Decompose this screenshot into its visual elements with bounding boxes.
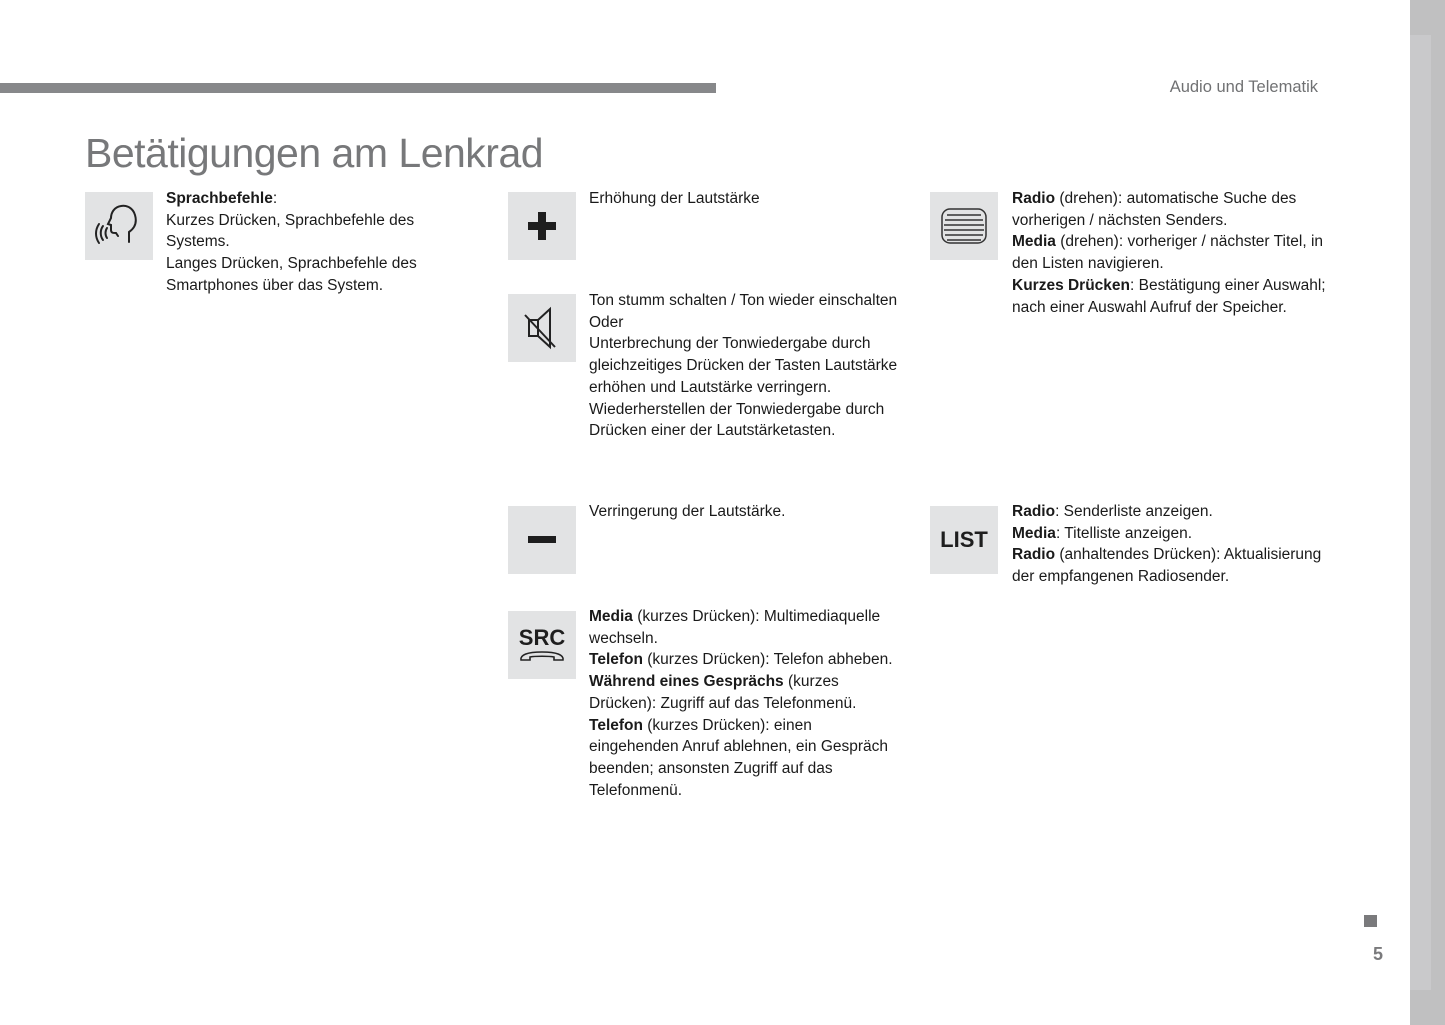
paragraph xyxy=(589,312,899,334)
paragraph xyxy=(1012,544,1327,587)
src-description xyxy=(589,606,899,801)
src-phone-icon xyxy=(508,611,576,679)
list-description xyxy=(1012,501,1327,588)
bold-term: Kurzes Drücken xyxy=(1012,276,1131,294)
list-label: LIST xyxy=(940,527,988,552)
minus-icon xyxy=(508,506,576,574)
paragraph xyxy=(589,606,899,649)
text: Wiederherstellen der Tonwiedergabe durch Drücken einer der Lautstärketasten. xyxy=(589,400,885,440)
voice-command-icon xyxy=(85,192,153,260)
bold-term: Telefon xyxy=(589,716,643,734)
paragraph xyxy=(589,333,899,398)
text: Unterbrechung der Tonwiedergabe durch gleichzeitiges Drücken der Tasten Lautstärke erhöhen und Lautstärke verringern. xyxy=(589,335,898,396)
paragraph xyxy=(589,501,899,523)
page-marker xyxy=(1364,915,1377,927)
paragraph xyxy=(589,671,899,714)
voice-command-description xyxy=(166,188,441,297)
text: (kurzes Drücken): Telefon abheben. xyxy=(642,651,893,669)
text: Kurzes Drücken, Sprachbefehle des Systems. xyxy=(166,211,415,251)
text: Oder xyxy=(589,313,624,331)
list-button-icon xyxy=(930,506,998,574)
src-label: SRC xyxy=(518,625,566,650)
volume-up-description xyxy=(589,188,899,210)
mute-icon xyxy=(508,294,576,362)
paragraph xyxy=(589,399,899,442)
text: : xyxy=(272,190,278,207)
text: (kurzes Drücken): Multimediaquelle wechseln. xyxy=(589,608,881,647)
paragraph xyxy=(589,290,899,312)
text: Verringerung der Lautstärke. xyxy=(589,503,786,520)
bold-term: Media xyxy=(1012,524,1056,542)
text: : Senderliste anzeigen. xyxy=(1055,503,1213,520)
plus-icon xyxy=(508,192,576,260)
bold-term: Telefon xyxy=(589,651,643,669)
text: (drehen): vorheriger / nächster Titel, in den Listen navigieren. xyxy=(1012,233,1324,273)
text: Ton stumm schalten / Ton wieder einschalten xyxy=(589,292,898,309)
text: Langes Drücken, Sprachbefehle des Smartphones über das System. xyxy=(166,255,417,294)
paragraph xyxy=(589,715,899,802)
paragraph xyxy=(166,253,441,296)
paragraph xyxy=(1012,523,1327,545)
section-title: Audio und Telematik xyxy=(1169,78,1318,96)
bold-term: Sprachbefehle xyxy=(166,190,273,207)
page-title: Betätigungen am Lenkrad xyxy=(85,130,544,176)
bold-term: Radio xyxy=(1012,190,1056,207)
header-bar xyxy=(0,83,716,93)
mute-description xyxy=(589,290,899,442)
phone-icon xyxy=(519,649,565,663)
paragraph xyxy=(1012,188,1327,231)
paragraph xyxy=(166,188,441,210)
thumbwheel-icon xyxy=(930,192,998,260)
text: Erhöhung der Lautstärke xyxy=(589,190,760,207)
bold-term: Media xyxy=(589,608,633,625)
thumbwheel-description xyxy=(1012,188,1327,318)
bold-term: Während eines Gesprächs xyxy=(589,673,784,691)
paragraph xyxy=(589,188,899,210)
paragraph xyxy=(1012,275,1327,318)
paragraph xyxy=(1012,231,1327,274)
text: : Titelliste anzeigen. xyxy=(1055,524,1193,542)
text: (kurzes Drücken): Zugriff auf das Telefonmenü. xyxy=(589,673,857,712)
text: (anhaltendes Drücken): Aktualisierung der empfangenen Radiosender. xyxy=(1012,546,1322,586)
text: (kurzes Drücken): einen eingehenden Anruf ablehnen, ein Gespräch beenden; ansonsten Zugriff auf das Telefonmenü. xyxy=(589,716,889,799)
text: : Bestätigung einer Auswahl; nach einer Auswahl Aufruf der Speicher. xyxy=(1012,276,1326,316)
bold-term: Radio xyxy=(1012,546,1056,564)
paragraph xyxy=(166,210,441,253)
bold-term: Media xyxy=(1012,233,1056,251)
page-number: 5 xyxy=(1373,944,1384,964)
paragraph xyxy=(1012,501,1327,523)
volume-down-description xyxy=(589,501,899,523)
text: (drehen): automatische Suche des vorherigen / nächsten Senders. xyxy=(1012,190,1297,229)
page-edge-tab-inner xyxy=(1410,35,1431,990)
bold-term: Radio xyxy=(1012,503,1056,520)
paragraph xyxy=(589,649,899,671)
